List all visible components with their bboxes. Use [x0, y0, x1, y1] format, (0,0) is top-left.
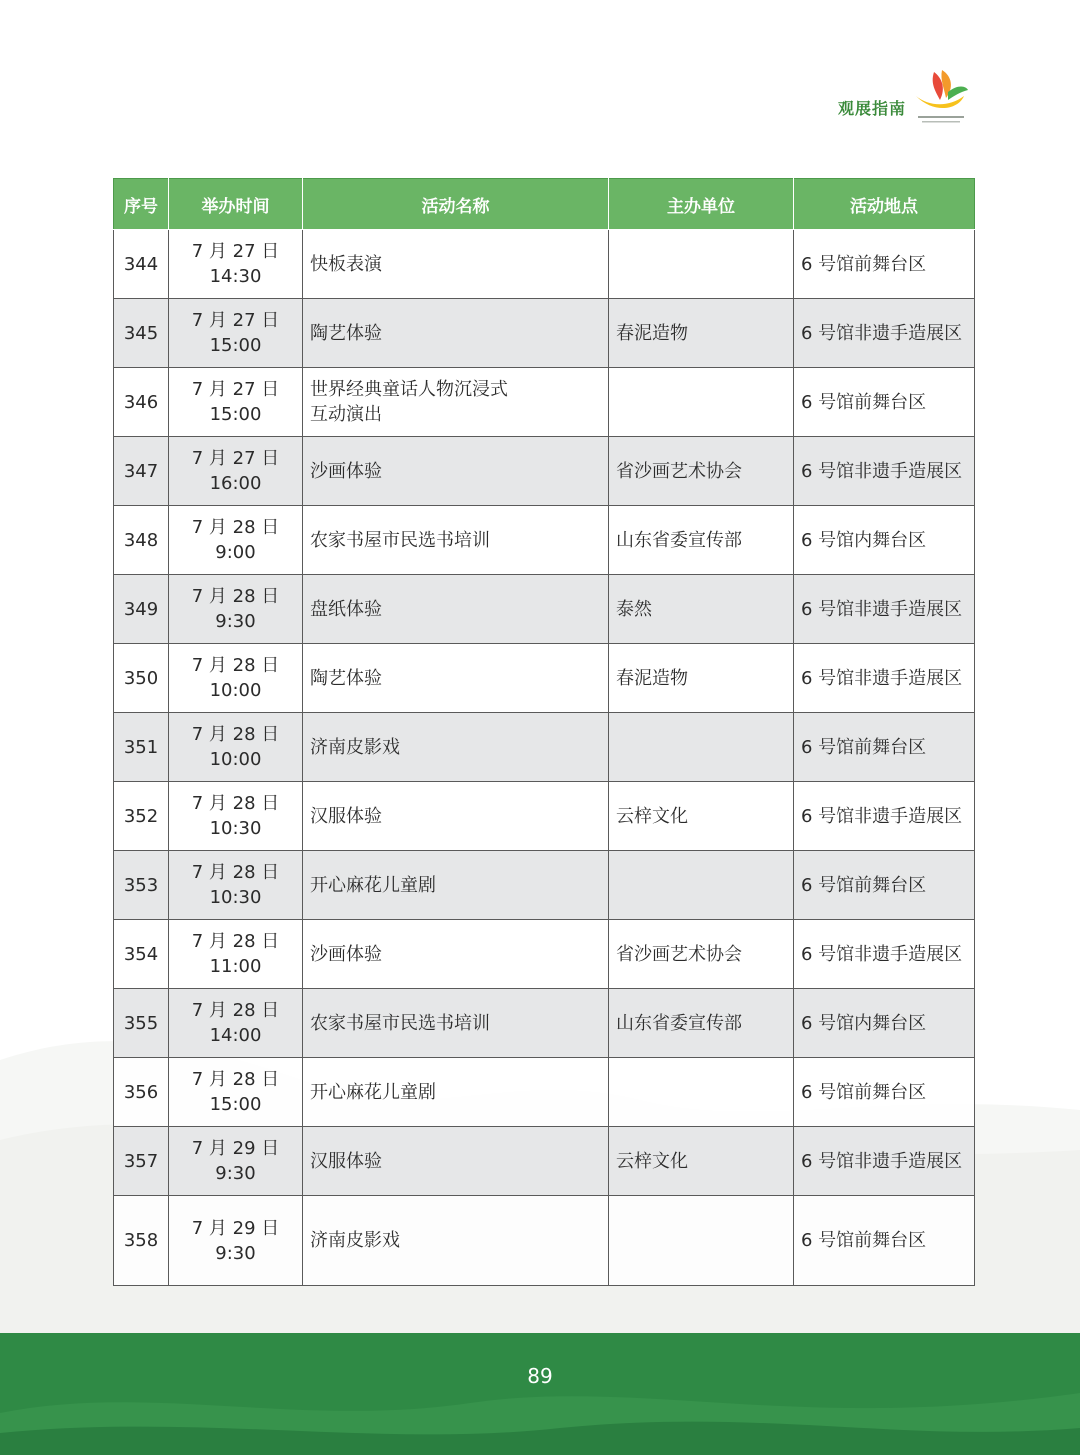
expo-logo [912, 66, 970, 126]
cell-clock: 10:30 [209, 887, 262, 908]
activity-line: 农家书屋市民选书培训 [310, 529, 490, 551]
cell-date: 7 月 28 日 [191, 931, 280, 952]
cell-date: 7 月 27 日 [191, 241, 280, 262]
cell-clock: 9:30 [215, 1242, 256, 1264]
cell-organizer [609, 1196, 794, 1286]
cell-clock: 14:30 [209, 266, 262, 287]
col-header-location: 活动地点 [794, 179, 975, 230]
activity-line: 陶艺体验 [310, 322, 382, 344]
footer-band [0, 1333, 1080, 1455]
cell-time [169, 368, 303, 437]
table-row [114, 644, 975, 713]
cell-date: 7 月 29 日 [191, 1138, 280, 1159]
col-header-time: 举办时间 [169, 179, 303, 230]
table-row [114, 368, 975, 437]
page-number: 89 [527, 1364, 553, 1388]
table-row [114, 1058, 975, 1127]
cell-time [169, 920, 303, 989]
cell-organizer [609, 230, 794, 299]
activity-line: 快板表演 [310, 253, 382, 275]
cell-clock: 9:00 [215, 542, 256, 563]
activity-line: 陶艺体验 [310, 667, 382, 689]
cell-location: 6 号馆前舞台区 [794, 1058, 975, 1127]
cell-time [169, 989, 303, 1058]
cell-clock: 15:00 [209, 404, 262, 425]
table-row [114, 230, 975, 299]
footer-hills [0, 1333, 1080, 1455]
cell-location: 6 号馆非遗手造展区 [794, 437, 975, 506]
cell-time [169, 1058, 303, 1127]
activity-line: 盘纸体验 [310, 598, 382, 620]
cell-organizer: 云梓文化 [609, 782, 794, 851]
cell-activity [303, 851, 609, 920]
cell-location: 6 号馆内舞台区 [794, 506, 975, 575]
table-row [114, 575, 975, 644]
table-row [114, 506, 975, 575]
cell-number: 347 [114, 437, 169, 506]
cell-activity [303, 989, 609, 1058]
cell-time [169, 1196, 303, 1286]
cell-time [169, 299, 303, 368]
cell-time [169, 437, 303, 506]
cell-time [169, 782, 303, 851]
activity-line-2: 互动演出 [310, 404, 382, 425]
cell-number: 350 [114, 644, 169, 713]
cell-organizer: 省沙画艺术协会 [609, 920, 794, 989]
col-header-activity: 活动名称 [303, 179, 609, 230]
cell-time [169, 851, 303, 920]
cell-date: 7 月 27 日 [191, 310, 280, 331]
cell-activity [303, 1127, 609, 1196]
cell-clock: 16:00 [209, 473, 262, 494]
table-row [114, 1196, 975, 1286]
cell-organizer: 山东省委宣传部 [609, 506, 794, 575]
cell-number: 351 [114, 713, 169, 782]
activity-line: 开心麻花儿童剧 [310, 874, 436, 896]
cell-location: 6 号馆前舞台区 [794, 230, 975, 299]
cell-clock: 10:30 [209, 818, 262, 839]
cell-clock: 14:00 [209, 1025, 262, 1046]
cell-location: 6 号馆非遗手造展区 [794, 782, 975, 851]
cell-number: 354 [114, 920, 169, 989]
cell-time [169, 506, 303, 575]
cell-number: 345 [114, 299, 169, 368]
cell-activity [303, 437, 609, 506]
cell-date: 7 月 28 日 [191, 793, 280, 814]
cell-date: 7 月 28 日 [191, 1069, 280, 1090]
cell-organizer: 云梓文化 [609, 1127, 794, 1196]
cell-location: 6 号馆前舞台区 [794, 851, 975, 920]
col-header-organizer: 主办单位 [609, 179, 794, 230]
table-row [114, 989, 975, 1058]
table-row [114, 713, 975, 782]
cell-number: 357 [114, 1127, 169, 1196]
cell-organizer [609, 713, 794, 782]
cell-location: 6 号馆前舞台区 [794, 1196, 975, 1286]
activity-line: 济南皮影戏 [310, 736, 400, 758]
cell-location: 6 号馆非遗手造展区 [794, 575, 975, 644]
cell-location: 6 号馆非遗手造展区 [794, 1127, 975, 1196]
header-title: 观展指南 [838, 99, 907, 118]
cell-activity [303, 782, 609, 851]
cell-date: 7 月 29 日 [191, 1217, 280, 1239]
cell-activity [303, 299, 609, 368]
cell-clock: 15:00 [209, 335, 262, 356]
cell-location: 6 号馆前舞台区 [794, 368, 975, 437]
cell-time [169, 230, 303, 299]
cell-activity [303, 230, 609, 299]
cell-location: 6 号馆非遗手造展区 [794, 299, 975, 368]
activity-line: 沙画体验 [310, 460, 382, 482]
cell-number: 344 [114, 230, 169, 299]
cell-location: 6 号馆前舞台区 [794, 713, 975, 782]
cell-activity [303, 368, 609, 437]
cell-number: 355 [114, 989, 169, 1058]
activity-line: 农家书屋市民选书培训 [310, 1012, 490, 1034]
activity-line: 汉服体验 [310, 1150, 382, 1172]
cell-time [169, 713, 303, 782]
cell-clock: 11:00 [209, 956, 262, 977]
cell-activity [303, 713, 609, 782]
cell-time [169, 1127, 303, 1196]
cell-number: 348 [114, 506, 169, 575]
cell-number: 349 [114, 575, 169, 644]
cell-activity [303, 644, 609, 713]
table-header-row [114, 179, 975, 230]
cell-clock: 10:00 [209, 749, 262, 770]
activity-line: 开心麻花儿童剧 [310, 1081, 436, 1103]
cell-organizer [609, 1058, 794, 1127]
cell-location: 6 号馆内舞台区 [794, 989, 975, 1058]
table-row [114, 437, 975, 506]
cell-location: 6 号馆非遗手造展区 [794, 920, 975, 989]
activity-line: 济南皮影戏 [310, 1230, 400, 1251]
cell-date: 7 月 28 日 [191, 586, 280, 607]
cell-activity [303, 1196, 609, 1286]
cell-activity [303, 506, 609, 575]
cell-number: 358 [114, 1196, 169, 1286]
activity-line: 沙画体验 [310, 943, 382, 965]
table-row [114, 1127, 975, 1196]
cell-activity [303, 920, 609, 989]
cell-date: 7 月 28 日 [191, 1000, 280, 1021]
cell-date: 7 月 27 日 [191, 379, 280, 400]
table-row [114, 851, 975, 920]
cell-number: 353 [114, 851, 169, 920]
table-row [114, 920, 975, 989]
cell-number: 352 [114, 782, 169, 851]
cell-organizer: 春泥造物 [609, 644, 794, 713]
cell-organizer [609, 851, 794, 920]
cell-clock: 10:00 [209, 680, 262, 701]
cell-number: 346 [114, 368, 169, 437]
cell-date: 7 月 28 日 [191, 724, 280, 745]
cell-activity [303, 1058, 609, 1127]
activity-line: 世界经典童话人物沉浸式 [310, 379, 508, 400]
cell-time [169, 575, 303, 644]
cell-clock: 9:30 [215, 611, 256, 632]
cell-organizer: 省沙画艺术协会 [609, 437, 794, 506]
activity-line: 汉服体验 [310, 805, 382, 827]
cell-clock: 15:00 [209, 1094, 262, 1115]
cell-organizer: 泰然 [609, 575, 794, 644]
schedule-table [113, 178, 975, 1286]
col-header-number: 序号 [114, 179, 169, 230]
cell-date: 7 月 27 日 [191, 448, 280, 469]
cell-date: 7 月 28 日 [191, 655, 280, 676]
table-row [114, 782, 975, 851]
cell-clock: 9:30 [215, 1163, 256, 1184]
cell-time [169, 644, 303, 713]
table-row [114, 299, 975, 368]
cell-activity [303, 575, 609, 644]
cell-date: 7 月 28 日 [191, 517, 280, 538]
cell-organizer [609, 368, 794, 437]
cell-number: 356 [114, 1058, 169, 1127]
cell-organizer: 春泥造物 [609, 299, 794, 368]
cell-location: 6 号馆非遗手造展区 [794, 644, 975, 713]
cell-organizer: 山东省委宣传部 [609, 989, 794, 1058]
cell-date: 7 月 28 日 [191, 862, 280, 883]
